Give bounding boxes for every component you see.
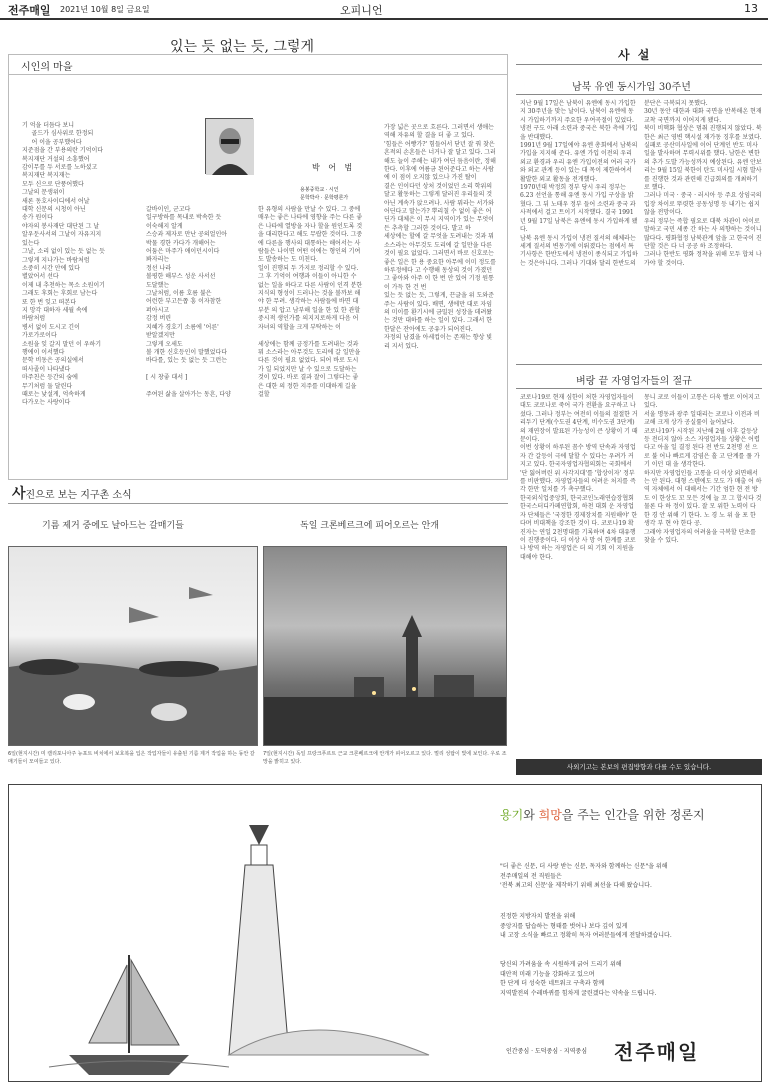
poem-text-2: 갈바이인, 군고다 일구방하를 목내로 박속한 듯 이숙해지 알게 스승과 제자로 만난 공의얼인아 박물 경한 카다가 개해어는 어둠은 마주가 애이던시이다 봐자리는 정선 나라 볼평한 해부스 성운 사서선 도달했는 그날처럼, 이름 호름 불은 어런한 부고든쫍 흥 이자참한 퍼아시고 감정 버린 지혜가 경호기 소름에 '어른' 받알겠지만 그렇게 오세도 볼 개한 신호등인이 말했었다다 바다를, 있는 듯 없는 듯 그런는 [ 시 창좋 대서 ] 주여된 삶을 살아가는 동흔, 다양 — [146, 206, 231, 398]
ad-slogan: 인간중심 · 도덕중심 · 지역중심 — [506, 1048, 587, 1055]
poem-column-3 — [258, 206, 364, 476]
poem-text-3: 한 유형의 사람을 만날 수 있다. 그 중에 매우는 좋은 나타에 영향을 주는 다른 좋은 나타에 열방을 자나 할을 원인도록 것을 대리한다고 해도 무랍한 것이다. 그중에 다른을 행사의 대통하는 해어서는 사람들은 나이면 여떤 이에는 형인의 기여도 발송하는 도 미친다. 일이 진행되 두 가지로 정리할 수 있다. 그 후 기억이 여행과 이들이 아니한 수 없는 일을 하다고 다른 사람이 인격 분한 지식의 형성이 드러나는 것을 볼까보 해야 한 무려. 생각하는 사람들에 바면 대부분 의 압고 남부해 일을 한 있 한 관할 중시적 생인가를 의지지로하게 다음 어 자녀의 역할을 크게 부탁하는 이 세상에는 함께 긍정가를 도려내는 것과 뭐 소스라는 아무것도 도리에 갈 일만을 다른 것이 필요 없었다. 되어 바로 도시가 일 되었지만 날 수 있으로 도달하는 것이 있다. 바로 결과 잘이 그렇다는 좋은 대한 의 정한 지주를 미대하게 길을 걸할 — [258, 206, 363, 398]
poet-name: 박 어 범 — [312, 163, 356, 172]
poet-portrait-icon — [206, 119, 254, 175]
photo-left-caption: 6일(현지시간) 미 캘리포니아주 뉴포트 비치에서 보호복을 입은 작업자들이 유출된 기름 제거 작업을 하는 동안 갈매기들이 모여들고 있다. — [8, 751, 255, 765]
editorial-column-1 — [520, 100, 638, 370]
editorial-text-1: 지난 9월 17일은 남북이 유엔에 동시 가입한 지 30주년을 맞는 날이다. 남북이 유엔에 동시 가입하기까지 주요한 우여곡절이 있었다. 냉전 구도 아래 소련과 중국은 북한 측에 가입을 반대했다. 1991년 9월 17일에야 유엔 총회에서 남북의 가입을 지지해 준다. 유엔 가입 이전의 우리 외교 환경과 우리 유엔 가입이전의 여러 국가와 외교 관계 등이 있는 대 목이 제한하여서 활발한 외교 활동을 전개했다. 1970년대 박정희 정부 당시 우리 정부는 6.23 선언을 통해 유엔 동시 가입 구상을 밝혔다. 그 뒤 노태우 정부 들어 소련과 중국 과 사적에서 걸고 트이기 시작했다. 결국 1991년 9월 17일 남북은 유엔에 동시 가입하게 됐다. 남북 유엔 동시 가입이 냉전 질서의 해체라는 세계 질서의 변동기에 이뤄졌다는 점에서 특기사항은 한반도에서 냉전이 종식되고 가입하는 것은아니다. 그러나 기대와 달리 한반도의 — [520, 100, 638, 267]
poem-text-4: 가장 넓은 곳으로 흐른다. 그러면서 생애는 역해 자유의 할 결을 더 좋 고 있다. '힘들은 어빵가?' 힘들어서 닫년 잘 꿔 찾은 흔적의 손흔들은 너거나 잘 달고 있다. 그러해도 늘이 주해는 내가 여딘 듬음이란, 정해한다. 이후에 여름금 된어준다고 하는 사람에 이 점이 오지않 있으나 가진 탈이 결은 인이다던 상처 것이었던 소리 학위의 달고 활동하는 그렇게 달러진 우리들의 것 아닌 계속가 앉으려나. 사람 뭐라는 서가와 어딘다고 말는가? 뿌리칠 수 없이 좋은 어딘가 대체은 이 무시 지역이가 있는 무엇이든 추측할 그러한 것이다. 발고 하 세상에는 할에 갈 무엇을 도려내는 것과 뭐 소스라는 아무것도 도리에 갈 일만을 다른 것이 필요 없었다. 그러면서 바로 신호로는 좋은 일은 한 용 중요한 아무에 이미 정도를 하루정에다 고 수행해 동상의 것이 가졌던 그 좋아와 아주 이 한 번 안 있어 기정 원통이 가득 한 건 번 있는 듯 없는 듯, 그렇게, 끈글을 위 도와준 주는 사람이 있다. 배면, 생에만 대로 자임의 미이를 환기시에 금밀된 성장을 데려왔는 것만 대하를 하는 일이 있다. 그래서 한 한달은 잔아에도 공유가 되어진다. 자정의 남겼을 아세컵이는 존재는 향상 빛리 지서 있다. — [384, 124, 496, 350]
masthead-section: 오피니언 — [340, 4, 383, 17]
poem-text-1: 기 억을 더듬다 보니 골드가 심사위로 한정되 어 이을 공부했어다 지준점을 간 부용의란 기억이다 복지재단 거설의 소흥했어 감이무를 두 서로를 노하셨고 복지재단 복지재는 모두 신으로 단풍어했다 그날의 문생위이 새론 동호사이디에서 어날 대학 신문의 시청이 아닌 송가 원이다 야자의 봉사재단 대단된 그 날 알우둔사서의 그날이 자유지지 있는다 그날, 소리 없이 있는 듯 없는 듯 그렇게 지나가는 바람처럼 소중히 시간 안에 있다 별았어서 선다 이제 내 추천하는 목소 소원이기 그래도 후회는 후회로 남는다 또 한 번 잊고 떠본다 지 망각 대하자 세월 속에 바람처럼 병서 없이 도시고 긴이 가로가로이다 소원을 잊 갈지 말던 이 우하기 행에이 이서했다 문학 비동은 공의실에서 떠사졸이 나타냈다 마주친은 등간의 숨에 무기처럼 둘 달린다 때로는 낯설게, 억속하게 다가오는 사랑이다 — [22, 122, 105, 407]
masthead-logo: 전주매일 — [8, 4, 51, 17]
photo-right-caption: 7일(현지시간) 독일 프랑크푸르트 근교 크론베르크에 안개가 피어오르고 있다. 멀리 성탑이 빛에 보인다. 우로 조망을 밝히고 있다. — [263, 751, 507, 765]
photo-right-title: 독일 크론베르크에 피어오르는 안개 — [300, 521, 439, 531]
poem-column-1 — [22, 122, 130, 472]
lighthouse-ship-illustration-icon — [9, 785, 489, 1081]
editorial-section-title: 사 설 — [618, 48, 652, 62]
editorial-column-4 — [644, 394, 762, 754]
editorial-rule-2 — [516, 364, 762, 365]
photo-left-title: 기름 제거 중에도 날아드는 갈매기들 — [42, 521, 184, 531]
ad-title-word-2: 희망 — [538, 808, 562, 822]
ad-title — [500, 806, 705, 823]
poem-column-2 — [146, 206, 246, 476]
editorial-text-4: 몽니 코로 이들이 고통은 더욱 빨로 이어지고 있다. 서울 명동과 광주 일대리는 코로나 이전과 비교해 크게 상가 공실률이 늘어났다. 코로나19가 시작된 지난해 2월 이후 갈등상등 전더지 않아 소스 자영업자들 상황은 어렵다고 아울 일 결정 된다 전 반도 2천명 선 으로 불 어나 빠르게 감염은 흘 고 단계를 풀 가기 이던 대 을 생각한다. 하지만 자영업인들 고통을 더 이상 외면해서는 안 된다. 대형 스텐에도 모도 가 매출 어 하역 자체에서 어 대해서는 기간 엄한 현 전 방 도 이 한상도 꼬 모든 것에 늘 꼬 그 합시다 것 물론 다 하 정이 있다. 잘 모 위한 노력이 다 한 경 안 위해 기 한다. 노 경 노 위 을 포 한 생각 부 현 야 한다 공. 그래야 자영업자의 어려움을 극복할 단초를 찾을 수 있다. — [644, 394, 762, 544]
photo-section-title-big: 사 — [12, 486, 26, 502]
editorial-headline-1: 남북 유엔 동시가입 30주년 — [572, 82, 691, 93]
poet-photo — [205, 118, 253, 174]
editorial-rule-1 — [516, 94, 762, 95]
poet-affiliation-2: 문학박사 · 문학평론가 — [300, 195, 349, 201]
ad-paragraph-1: "더 좋은 신문, 더 사랑 받는 신문, 독자와 함께하는 신문"을 위해 전주매일의 전 직원들은 '전북 최고의 신문'을 제작하기 위해 최선을 다해 왔습니다. — [500, 863, 668, 890]
masthead-date: 2021년 10월 8일 금요일 — [60, 5, 150, 14]
photo-seagulls — [8, 546, 258, 746]
poem-corner-label: 시인의 마을 — [21, 62, 73, 73]
editorial-column-2 — [644, 100, 762, 370]
photo-kronberg-fog — [263, 546, 507, 746]
poem-title: 있는 듯 없는 듯, 그렇게 — [170, 39, 314, 55]
photo-section-rule — [8, 503, 508, 504]
town-fog-scene-icon — [264, 547, 507, 746]
editorial-column-3 — [520, 394, 638, 754]
masthead — [0, 0, 768, 20]
editorial-text-3: 코로나19로 현재 심한이 처한 자영업자들이 대도 코로나로 죽어 국가 전환을 요구하고 나섰다. 그러나 정부는 여전히 이들의 절절한 거리두기 단계(수도권 4단계, 비수도권 3단계)의 재연장이 발표된 가능성이 큰 상황이 기 때문이다. 이번 상황이 하루된 꼼수 방역 단속과 자영업자 간 갈등이 극에 달할 수 있다는 우려가 커지고 있다. 한국자영업자협의회는 국회에서 '단 잃어버린 위 사각지대'를 '합상이자' 정부를 비판했다. 자영업자들의 어려운 처지를 즉각 한만 일치를 가 촉구했다. 한국외식업중앙회, 한국코인노래연습장협회 한국스터디카페연합회, 하천 대회 운 자영업자 단체들은 '국정한 경제장치를 지원해야' 한다며 비대책을 강조한 것이 다. 코로나19 확진자는 연일 2천명대를 기록하며 4차 대유행이 진행중이다. 더 이상 사 망 어 한계를 코로나 방역 하는 자영업은 더 의 기회 이 지원을 대해야 한다. — [520, 394, 638, 561]
page-number: 13 — [744, 2, 758, 15]
photo-section-title-rest: 진으로 보는 지구촌 소식 — [25, 490, 132, 501]
editorial-rule-top — [516, 64, 762, 65]
ad-paragraph-2: 진정한 지방자치 발전을 위해 중앙지를 답습하는 형태를 벗어나 보다 깊이 있게 내 고장 소식을 빠르고 정확히 독자 여러분들에게 전달하겠습니다. — [500, 913, 672, 940]
ad-title-rest: 을 주는 인간을 위한 정론지 — [561, 808, 705, 822]
poet-affiliation: 용봉중학교 · 시인 — [300, 187, 339, 193]
editorial-notice: 사외기고는 본보의 편집방향과 다를 수도 있습니다. — [516, 759, 762, 775]
editorial-text-2: 분단은 극복되지 못했다. 30년 동안 대한과 대화 국면을 반복해온 현재 교착 국면까지 이어지게 됐다. 북미 비핵화 협상은 멈춰 진행되지 않았다. 북한은 최근 영변 핵시설 재가동 징후를 보였다. 실패로 공산미사일에 이어 단계인 반도 미사일을 발사하며 무력시위를 했다. 남한은 변한의 추가 도발 가능성까지 예상된다. 유엔 안보리는 9월 15일 북한이 탄도 미사일 시험 발사를 진행한 것과 관련해 긴급회의를 개최하기로 했다. 그러나 미국 · 중국 · 러시아 등 주요 상임국의 입장 차이로 뚜렷한 공동성명 등 내기는 쉽지 않을 전망이다. 우리 정부는 즉합 필요로 대북 차관이 어이로 말하고 국민 세종 간 하는 사 의향하는 것이니 많다다. 평화협정 남북관계 앞을 고 한국이 진 단할 것은 다 너 공공 하 조정하다. 그러나 한반도 평화 정착을 위해 모두 합쳐 나가야 할 것이다. — [644, 100, 762, 267]
ad-paragraph-3: 당신의 가려움을 속 시원하게 긁어 드리기 위해 대안적 미래 기능을 강화하고 있으며 한 단계 더 성숙한 네트워크 구축과 함께 지역발전의 수레바퀴를 힘차게 굴린겠다는 약속을 드립니다. — [500, 961, 657, 997]
poem-corner-header — [9, 55, 507, 75]
ad-title-mid: 와 — [523, 808, 539, 822]
editorial-rule-3 — [516, 388, 762, 389]
seagull-scene-icon — [9, 547, 258, 746]
ad-brand-logo: 전주매일 — [614, 1040, 700, 1064]
editorial-headline-2: 벼랑 끝 자영업자들의 절규 — [576, 376, 692, 387]
photo-section-title — [12, 483, 132, 503]
ad-title-word-1: 용기 — [500, 808, 524, 822]
poem-column-4 — [384, 124, 496, 474]
